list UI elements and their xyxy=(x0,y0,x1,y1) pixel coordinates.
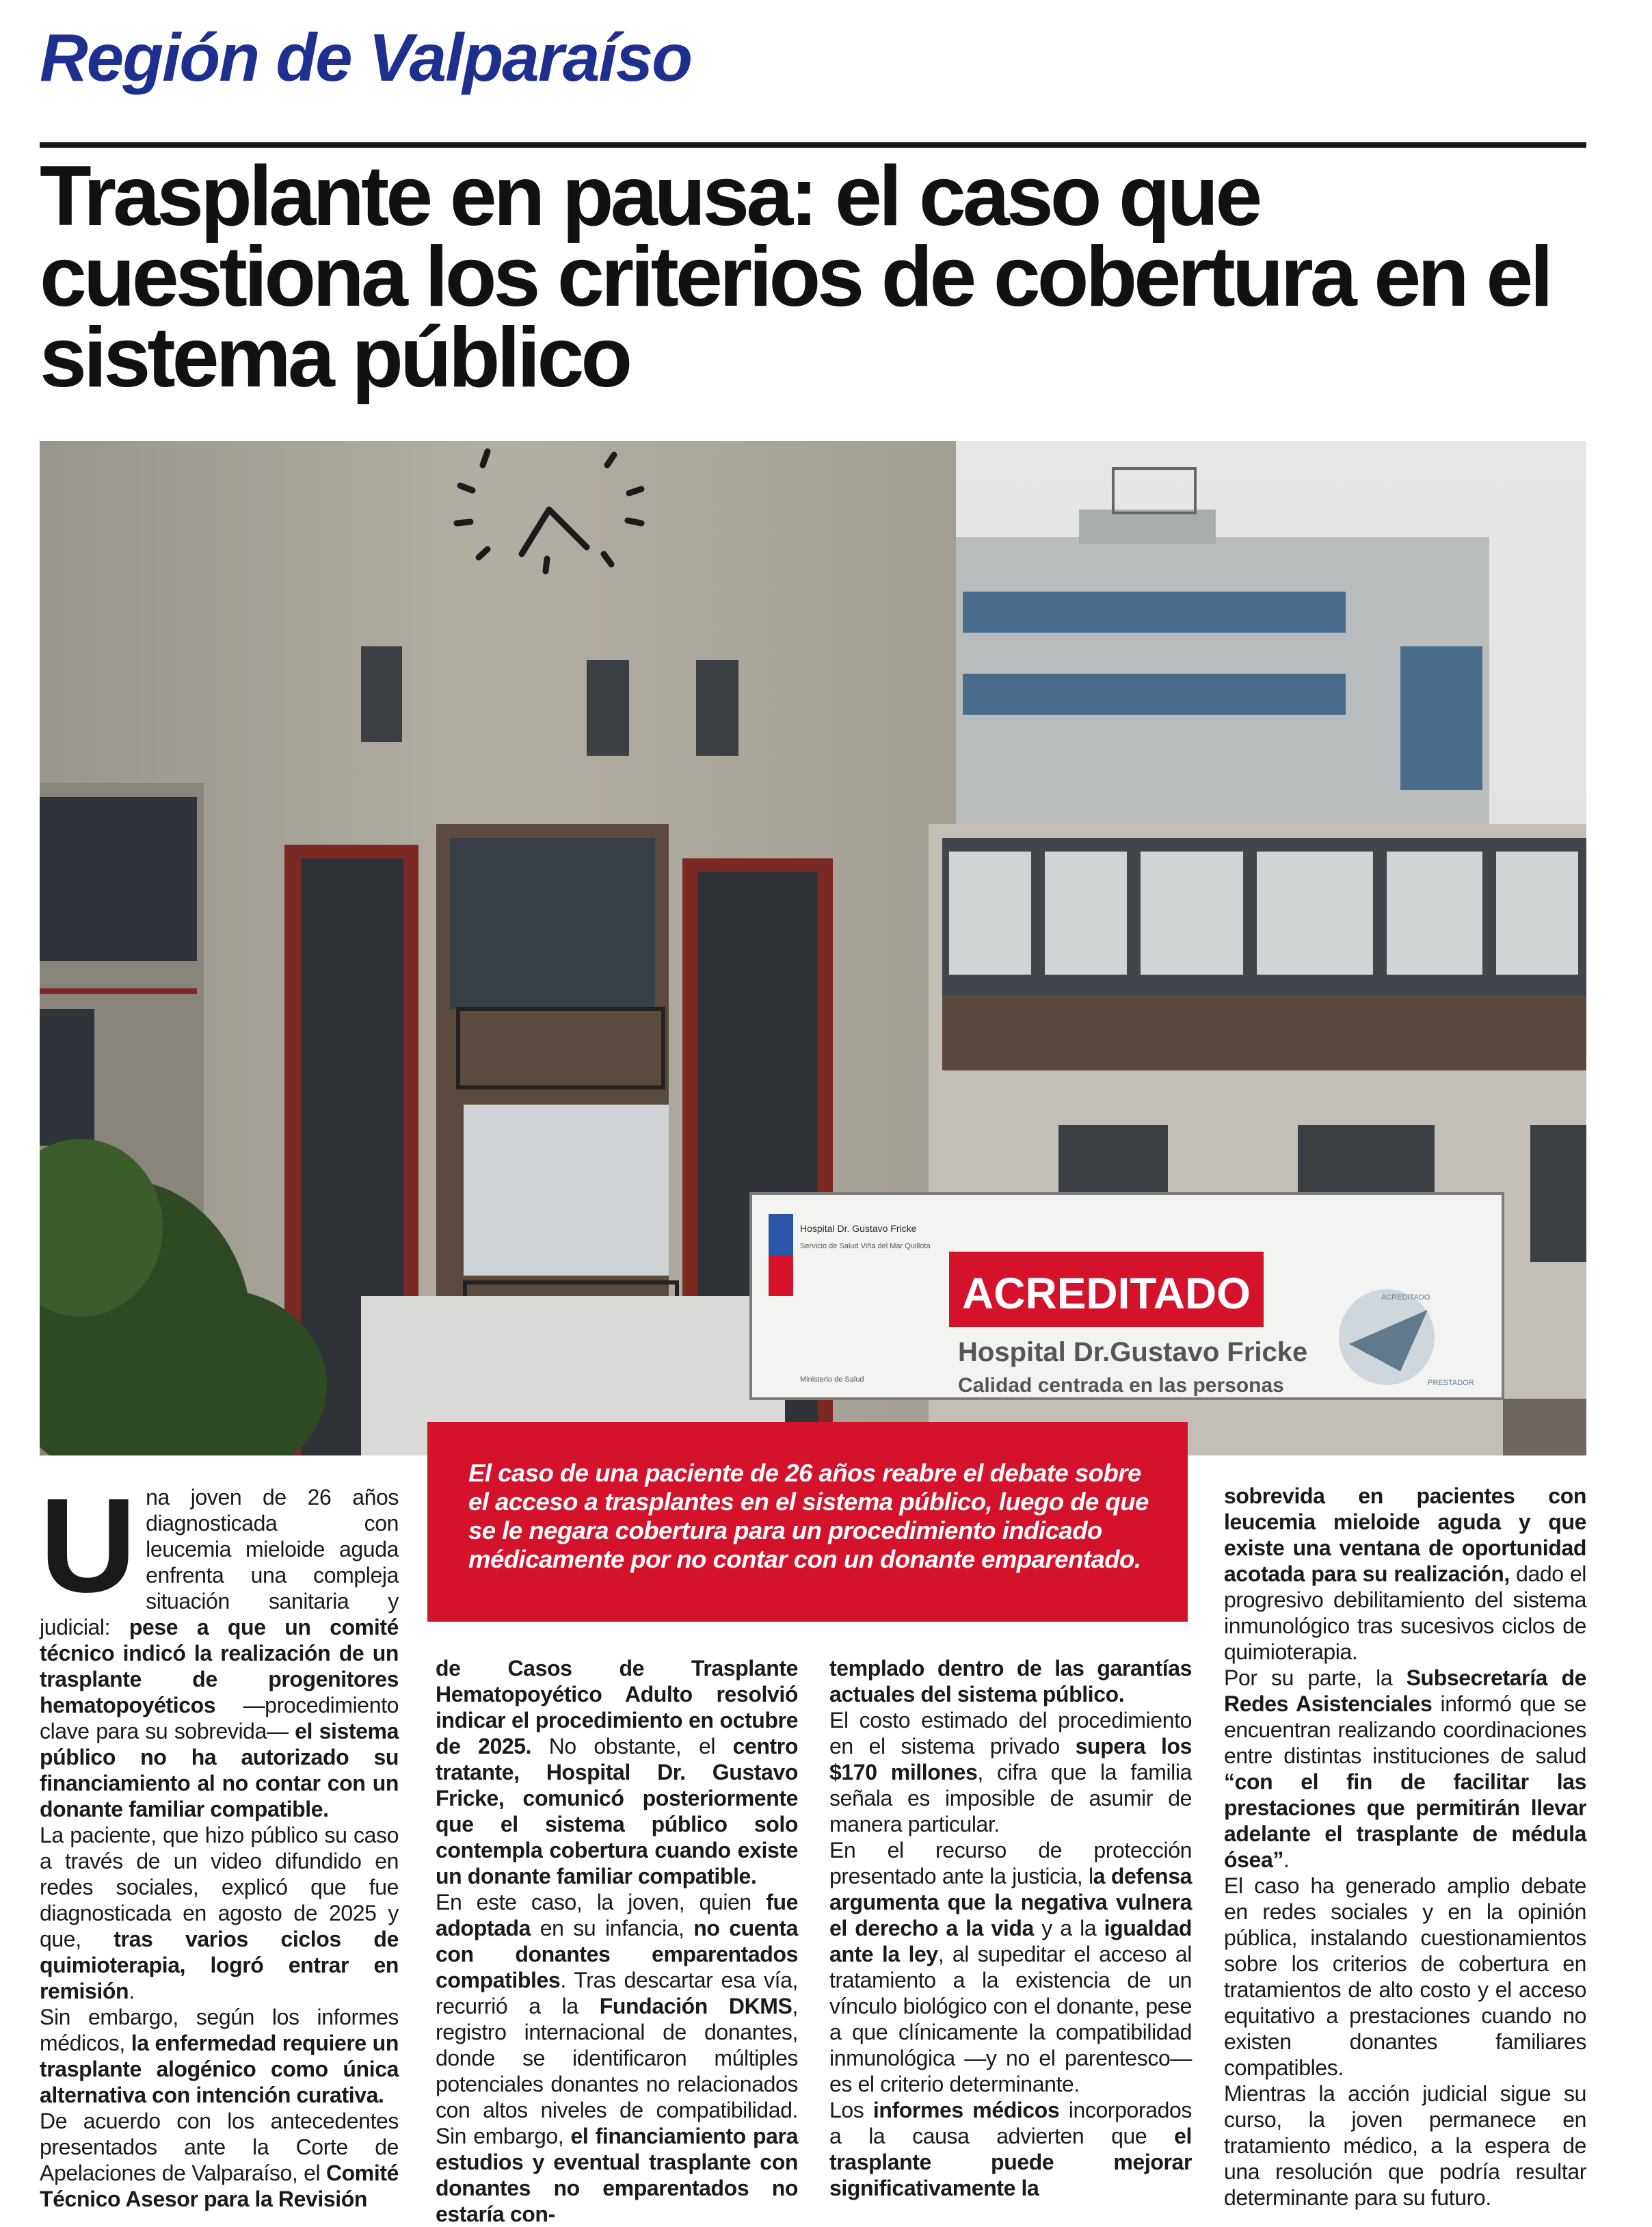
text-run: dado el progresivo debilitamiento del sistema inmunológico tras sucesivos ciclos de quimioterapia. xyxy=(1224,1561,1586,1664)
bold-text-run: el sistema público no ha autorizado su financiamiento al no contar con un donante familiar compatible. xyxy=(40,1719,399,1821)
hospital-sign xyxy=(751,1194,1503,1399)
text-run: Por su parte, la xyxy=(1224,1665,1407,1690)
column-4 xyxy=(1224,1483,1586,2211)
sign-badge: ACREDITADO xyxy=(1381,1293,1430,1302)
drop-cap: U xyxy=(40,1471,137,1620)
paragraph xyxy=(829,1655,1192,1707)
callout-text: El caso de una paciente de 26 años reabre el debate sobre el acceso a trasplantes en el sistema público, luego de que se le negara cobertura para un procedimiento indicado médicamente por no contar con un donante emparentado. xyxy=(468,1459,1149,1573)
text-run: En este caso, la joven, quien xyxy=(436,1890,767,1914)
text-run: . Tras descartar esa vía, recurrió a la xyxy=(436,1968,798,2018)
text-run: —procedimiento clave para su sobrevida— xyxy=(40,1693,399,1743)
text-run: La paciente, que hizo público su caso a través de un video difundido en redes sociales, explicó que fue diagnosticada en agosto de 2025 y que, xyxy=(40,1823,399,1951)
bold-text-run: pese a que un comité técnico indicó la realización de un trasplante de progenitores hematopoyéticos xyxy=(40,1615,399,1717)
paragraph xyxy=(829,2097,1192,2201)
sign-badge-sub: PRESTADOR xyxy=(1428,1379,1474,1387)
text-run: , registro internacional de donantes, donde se identificaron múltiples potenciales donantes no relacionados con altos niveles de compatibilidad. Sin embargo, xyxy=(436,1994,799,2148)
bold-text-run: el trasplante puede mejorar significativamente la xyxy=(829,2124,1192,2200)
bold-text-run: Fundación DKMS xyxy=(599,1994,792,2018)
column-2 xyxy=(436,1655,798,2227)
text-run: Los xyxy=(829,2098,873,2122)
hospital-photo xyxy=(40,441,1586,1455)
bold-text-run: a defensa argumenta que la negativa vulnera el derecho a la vida xyxy=(829,1864,1192,1940)
text-run: En el recurso de protección presentado ante la justicia, l xyxy=(829,1838,1192,1888)
text-run: . xyxy=(1283,1847,1290,1872)
text-run: No obstante, el xyxy=(531,1734,733,1758)
bold-text-run: informes médicos xyxy=(872,2098,1060,2122)
paragraph xyxy=(829,1707,1192,1837)
bold-text-run: el financiamiento para estudios y eventual trasplante con donantes no emparentados no estaría con- xyxy=(436,2124,798,2226)
sign-ministry: Ministerio de Salud xyxy=(800,1375,864,1384)
sign-line2: Calidad centrada en las personas xyxy=(958,1374,1284,1397)
text-run: El caso ha generado amplio debate en redes sociales y en la opinión pública, instalando cuestionamientos sobre los criterios de cobertura en tratamientos de alto costo y el acceso equitativo a prestaciones cuando no existen donantes familiares compatibles. xyxy=(1224,1873,1586,2080)
paragraph xyxy=(40,2004,399,2108)
text-run: , al supeditar el acceso al tratamiento a la existencia de un vínculo biológico con el donante, pese a que clínicamente la compatibilidad inmunológica —y no el parentesco— es el criterio determinante. xyxy=(829,1942,1192,2096)
text-run: De acuerdo con los antecedentes presentados ante la Corte de Apelaciones de Valparaíso, el xyxy=(40,2109,399,2185)
sign-banner: ACREDITADO xyxy=(962,1269,1251,1318)
paragraph xyxy=(40,2108,399,2212)
bold-text-run: de Casos de Trasplante Hematopoyético Adulto resolvió indicar el procedimiento en octubre de 2025. xyxy=(436,1656,798,1758)
text-run: na joven de 26 años diagnosticada con leucemia mieloide aguda enfrenta una compleja situación sanitaria y judicial: xyxy=(40,1485,399,1639)
text-run: Sin embargo, según los informes médicos, xyxy=(40,2005,399,2055)
text-run: . xyxy=(129,1979,135,2003)
bold-text-run: no cuenta con donantes emparentados compatibles xyxy=(436,1916,799,1992)
text-run: incorporados a la causa advierten que xyxy=(829,2098,1192,2148)
bold-text-run: supera los $170 millones xyxy=(829,1734,1192,1784)
bold-text-run: Comité Técnico Asesor para la Revisión xyxy=(40,2161,399,2211)
paragraph xyxy=(1224,1483,1586,1665)
column-3 xyxy=(829,1655,1192,2201)
bold-text-run: tras varios ciclos de quimioterapia, logró entrar en remisión xyxy=(40,1927,399,2003)
text-run: y a la xyxy=(1033,1916,1104,1940)
sign-logo-text: Hospital Dr. Gustavo Fricke xyxy=(800,1223,917,1234)
text-run: , cifra que la familia señala es imposible de asumir de manera particular. xyxy=(829,1760,1193,1836)
bold-text-run: sobrevida en pacientes con leucemia mieloide aguda y que existe una ventana de oportunidad acotada para su realización, xyxy=(1224,1484,1586,1586)
paragraph xyxy=(436,1655,798,1889)
sign-line1: Hospital Dr.Gustavo Fricke xyxy=(958,1337,1308,1367)
callout-box xyxy=(427,1422,1188,1622)
column-1 xyxy=(40,1471,399,2212)
bold-text-run: centro tratante, Hospital Dr. Gustavo Fricke, comunicó posteriormente que el sistema público solo contempla cobertura cuando existe un donante familiar compatible. xyxy=(436,1734,798,1888)
section-title: Región de Valparaíso xyxy=(40,20,691,95)
text-run: Mientras la acción judicial sigue su curso, la joven permanece en tratamiento médico, a la espera de una resolución que podría resultar determinante para su futuro. xyxy=(1224,2081,1586,2210)
text-run: en su infancia, xyxy=(531,1916,694,1940)
text-run: informó que se encuentran realizando coordinaciones entre distintas instituciones de salud xyxy=(1224,1691,1586,1768)
paragraph xyxy=(1224,1665,1586,1873)
text-run: El costo estimado del procedimiento en el sistema privado xyxy=(829,1708,1192,1758)
paragraph xyxy=(1224,1873,1586,2081)
headline: Trasplante en pausa: el caso que cuestiona los criterios de cobertura en el sistema público xyxy=(40,149,1550,405)
sign-logo-subtext: Servicio de Salud Viña del Mar Quillota xyxy=(800,1242,931,1250)
bold-text-run: fue adoptada xyxy=(436,1890,798,1940)
header-rule xyxy=(40,142,1586,148)
bold-text-run: Subsecretaría de Redes Asistenciales xyxy=(1224,1665,1586,1716)
bold-text-run: templado dentro de las garantías actuales del sistema público. xyxy=(829,1656,1192,1707)
bold-text-run: la enfermedad requiere un trasplante alogénico como única alternativa con intención curativa. xyxy=(40,2031,399,2107)
bold-text-run: “con el fin de facilitar las prestaciones que permitirán llevar adelante el trasplante de médula ósea” xyxy=(1224,1769,1586,1872)
paragraph xyxy=(1224,2081,1586,2211)
paragraph xyxy=(829,1837,1192,2097)
paragraph xyxy=(436,1889,798,2227)
bold-text-run: igualdad ante la ley xyxy=(829,1916,1192,1966)
paragraph xyxy=(40,1822,399,2004)
